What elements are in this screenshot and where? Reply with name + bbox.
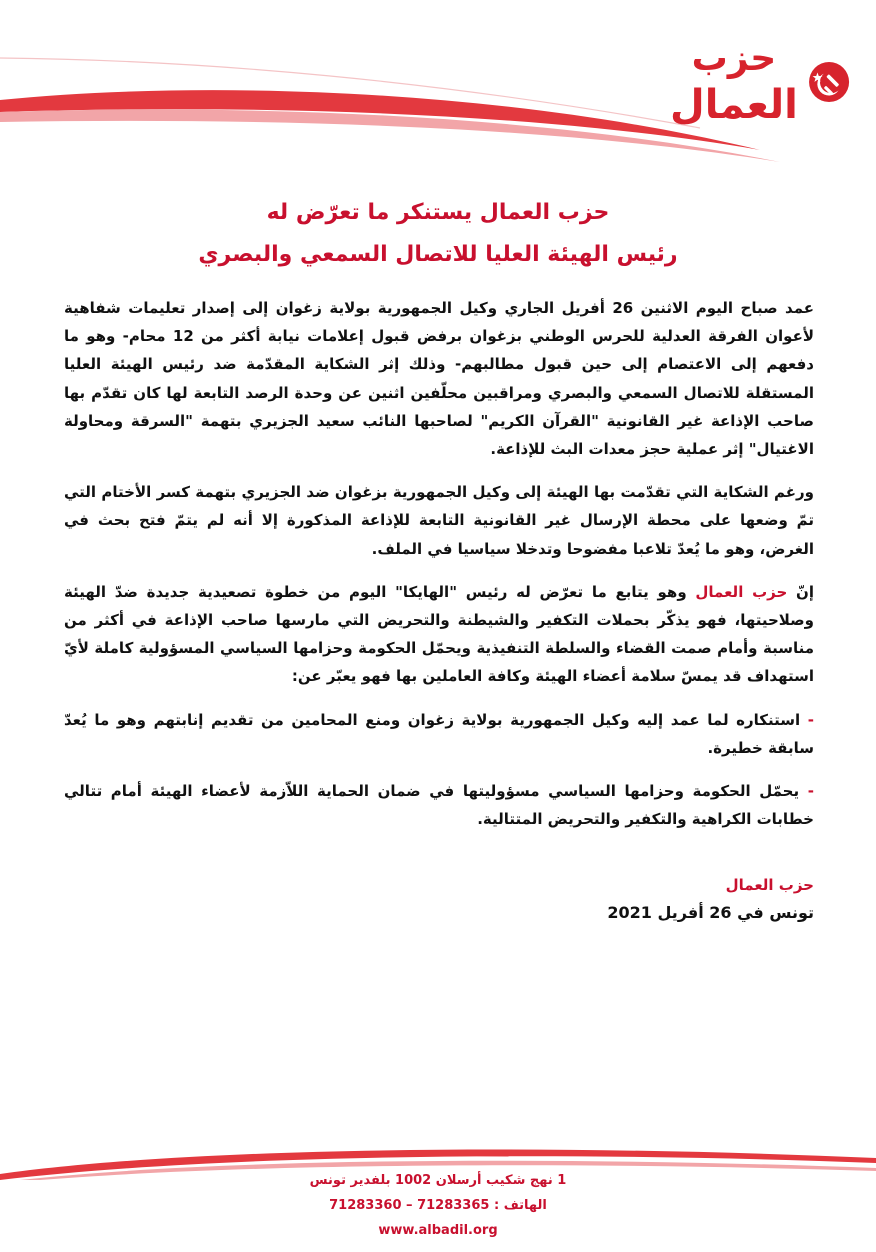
bullet-text: استنكاره لما عمد إليه وكيل الجمهورية بولاية زغوان ومنع المحامين من تقديم إنابتهم وهو ما يُعدّ سابقة خطيرة. <box>64 710 814 757</box>
signature-party-name: حزب العمال <box>725 876 814 895</box>
title-line-1: حزب العمال يستنكر ما تعرّض له <box>266 200 610 225</box>
hammer-sickle-icon <box>808 43 850 121</box>
logo-text <box>670 36 798 128</box>
statement-body <box>64 294 814 927</box>
paragraph-1: عمد صباح اليوم الاثنين 26 أفريل الجاري وكيل الجمهورية بولاية زغوان إلى إصدار تعليمات شفاهية لأعوان الفرقة العدلية للحرس الوطني بزغوان برفض قبول إعلامات نيابة أكثر من 12 محام- وهو ما دفعهم إلى الاعتصام إلى حين قبول مطالبهم- وذلك إثر الشكاية المقدّمة ضد رئيس الهيئة العليا المستقلة للاتصال السمعي والبصري ومراقبين محلّفين اثنين عن وحدة الرصد التابعة لها كان تقدّم بها صاحب الإذاعة غير القانونية "القرآن الكريم" لصاحبها النائب سعيد الجزيري بتهمة "السرقة ومحاولة الاغتيال" إثر عملية حجز معدات البث للإذاعة. <box>64 299 814 459</box>
list-item <box>64 706 814 762</box>
signature-place-date: تونس في 26 أفريل 2021 <box>607 903 814 923</box>
footer-website-link[interactable]: www.albadil.org <box>378 1223 498 1238</box>
footer-phone: الهاتف : 71283365 – 71283360 <box>329 1198 547 1213</box>
bullet-text: يحمّل الحكومة وحزامها السياسي مسؤوليتها في ضمان الحماية اللاّزمة لأعضاء الهيئة أمام تتالي خطابات الكراهية والتكفير والتحريض المتتالية. <box>64 782 814 829</box>
paragraph-3 <box>64 578 814 691</box>
signature-block <box>64 871 814 927</box>
letterhead-footer <box>0 1140 876 1252</box>
statement-title <box>60 192 816 276</box>
footer-contact <box>0 1168 876 1243</box>
title-line-2: رئيس الهيئة العليا للاتصال السمعي والبصري <box>198 242 678 267</box>
list-item <box>64 777 814 833</box>
footer-address: 1 نهج شكيب أرسلان 1002 بلفدير تونس <box>309 1173 567 1188</box>
paragraph-3-prefix: إنّ <box>796 582 814 601</box>
logo-word-al-ommal: العمال <box>670 82 798 128</box>
bullet-dash: - <box>807 710 814 729</box>
party-name-highlight: حزب العمال <box>695 582 788 601</box>
demands-list <box>64 706 814 834</box>
paragraph-3-text: وهو يتابع ما تعرّض له رئيس "الهايكا" اليوم من خطوة تصعيدية جديدة ضدّ الهيئة وصلاحيتها، فهو يذكّر بحملات التكفير والشيطنة والتحريض التي مارسها صاحب الإذاعة في أكثر من مناسبة وأمام صمت القضاء والسلطة التنفيذية ويحمّل الحكومة وحزامها السياسي المسؤولية كاملة لأيّ استهداف قد يمسّ سلامة أعضاء الهيئة وكافة العاملين بها فهو يعبّر عن: <box>64 582 814 686</box>
letterhead-header <box>0 0 876 170</box>
logo-word-hizb: حزب <box>691 38 777 79</box>
party-logo <box>670 22 850 142</box>
bullet-dash: - <box>807 782 814 801</box>
paragraph-2: ورغم الشكاية التي تقدّمت بها الهيئة إلى وكيل الجمهورية بزغوان ضد الجزيري بتهمة كسر الأختام التي تمّ وضعها على محطة الإرسال غير القانونية التابعة للإذاعة المذكورة إلا أنه لم يتمّ فتح بحث في الغرض، وهو ما يُعدّ تلاعبا مفضوحا وتدخلا سياسيا في الملف. <box>64 483 814 558</box>
